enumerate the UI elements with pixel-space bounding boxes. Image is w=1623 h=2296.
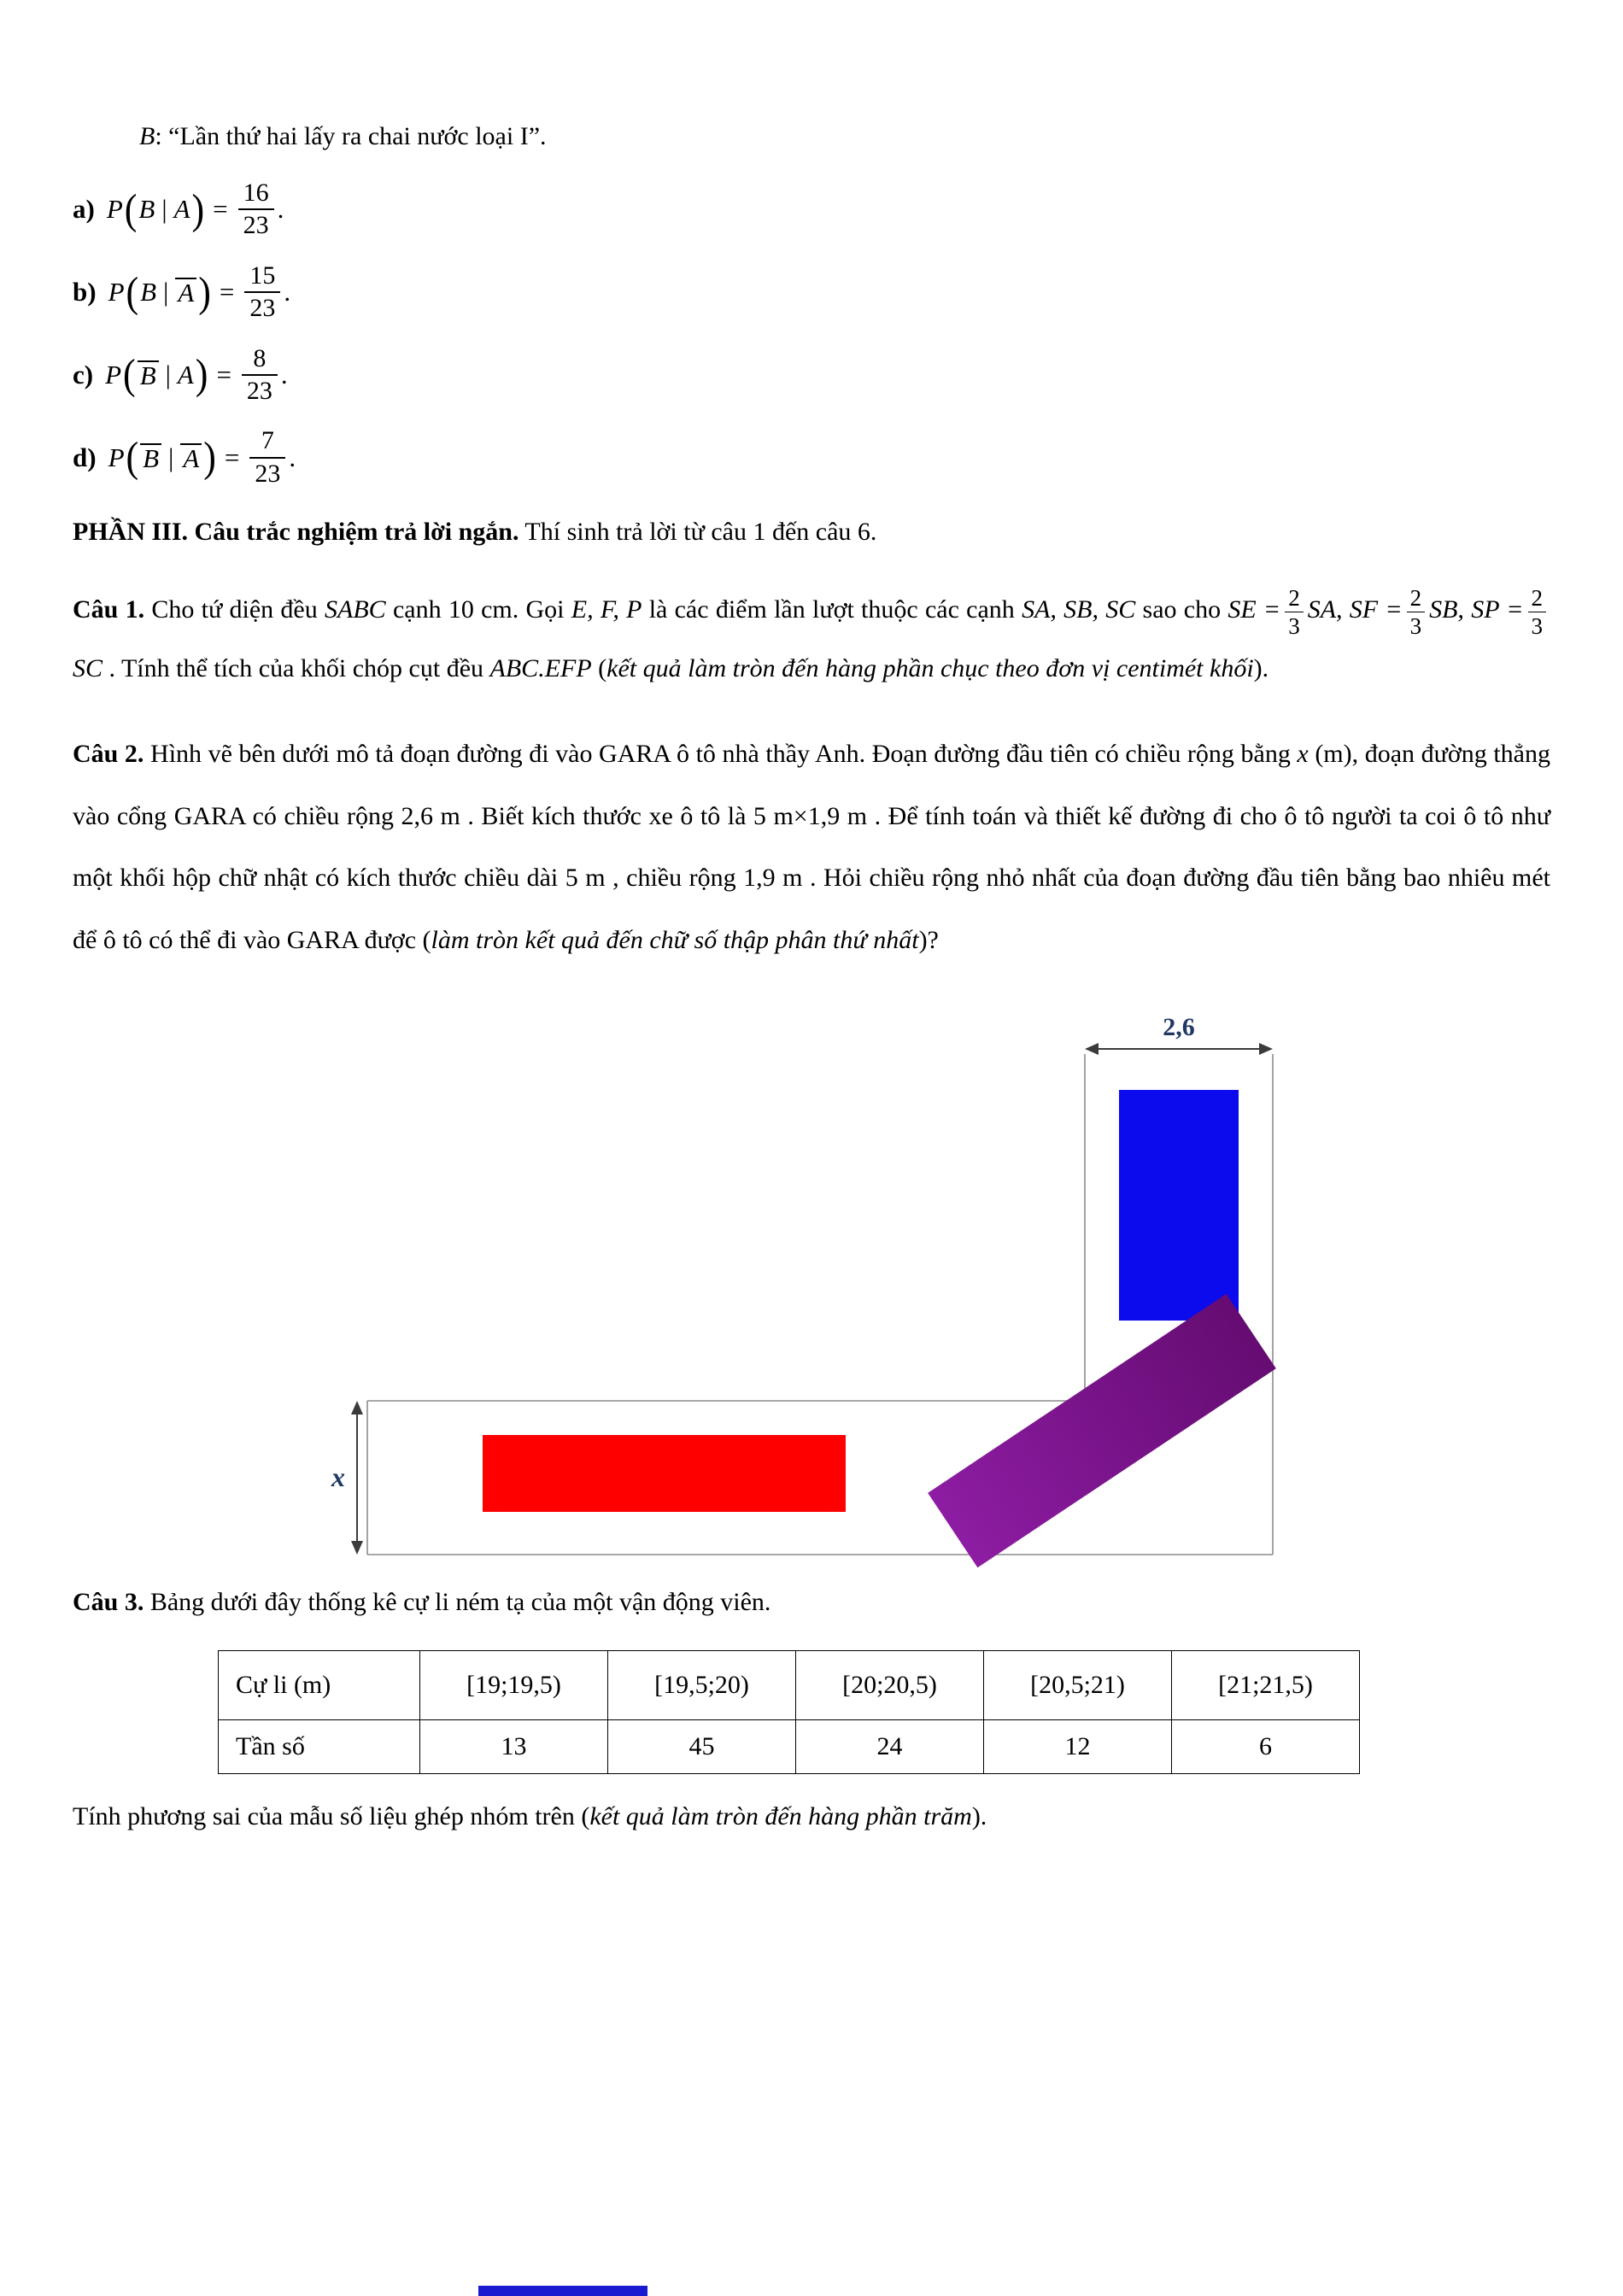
denominator: 23 — [238, 208, 274, 239]
probability-symbol: P — [108, 442, 125, 472]
q2-text: (m), đoạn đường thẳng vào cổng GARA có chiều rộng 2,6 m . Biết kích thước xe ô tô là 5 m×1,9 m . Để tính toán và thiết kế đường đi cho ô tô người ta coi ô tô như một khối hộp chữ nhật có kích thước chiều dài 5 m , chiều rộng 1,9 m . Hỏi chiều rộng nhỏ nhất của đoạn đường đầu tiên bằng bao nhiêu mét để ô tô có thể đi vào GARA được ( — [73, 740, 1550, 954]
close-paren: ) — [191, 185, 205, 233]
equals-sign: = — [216, 359, 231, 390]
car-blue-rect — [1119, 1090, 1239, 1321]
event-second: A — [175, 278, 196, 307]
header-cell-interval-1: [19;19,5) — [420, 1650, 608, 1719]
car-purple-rotated-rect — [928, 1293, 1276, 1567]
q1-text: sao cho — [1135, 595, 1228, 624]
option-d-label: d) — [73, 442, 97, 472]
event-first: B — [140, 443, 161, 472]
freq-cell-5: 6 — [1172, 1719, 1360, 1773]
freq-cell-3: 24 — [796, 1719, 984, 1773]
equals-sign: = — [213, 194, 228, 225]
q1-math-sasbsc: SA, SB, SC — [1022, 595, 1136, 624]
part3-heading — [73, 510, 1550, 554]
header-cell-distance: Cự li (m) — [219, 1650, 420, 1719]
numerator: 2 — [1288, 584, 1300, 611]
arrowhead-right-icon — [1259, 1043, 1273, 1055]
period: . — [284, 277, 291, 308]
question-3-label: Câu 3. — [73, 1587, 144, 1616]
question-1 — [73, 580, 1550, 698]
option-c-label: c) — [73, 359, 94, 390]
header-cell-interval-4: [20,5;21) — [984, 1650, 1172, 1719]
freq-cell-4: 12 — [984, 1719, 1172, 1773]
event-second: A — [177, 359, 194, 390]
q1-math-sabc: SABC — [325, 595, 386, 624]
event-first: B — [140, 277, 157, 308]
arrowhead-up-icon — [351, 1401, 363, 1414]
q1-math-sp: SB, SP = — [1429, 595, 1524, 624]
fraction — [238, 179, 274, 240]
q1-text: là các điểm lần lượt thuộc các cạnh — [642, 595, 1022, 624]
garage-diagram — [316, 1015, 1290, 1570]
q1-math-abcefp: ABC.EFP — [489, 654, 592, 683]
question-2-label: Câu 2. — [73, 740, 144, 769]
q2-text: )? — [918, 925, 939, 954]
probability-symbol: P — [106, 194, 123, 225]
q2-text: Hình vẽ bên dưới mô tả đoạn đường đi vào GARA ô tô nhà thầy Anh. Đoạn đường đầu tiên có chiều rộng bằng — [144, 740, 1298, 769]
q1-text: cạnh 10 cm. Gọi — [385, 595, 571, 624]
denominator: 23 — [242, 374, 278, 405]
table-frequency-row — [219, 1719, 1360, 1773]
denominator: 3 — [1528, 612, 1547, 639]
event-first: B — [138, 194, 155, 225]
close-paren: ) — [198, 268, 211, 316]
period: . — [280, 359, 288, 390]
event-b-symbol: B — [139, 122, 155, 150]
fraction-two-thirds — [1285, 585, 1304, 639]
q1-text: ( — [591, 654, 607, 683]
question-3-footer — [73, 1796, 1550, 1837]
q1-text: ). — [1253, 654, 1269, 683]
numerator: 15 — [249, 261, 276, 290]
open-paren: ( — [126, 434, 139, 482]
header-cell-interval-3: [20;20,5) — [796, 1650, 984, 1719]
numerator: 2 — [1531, 584, 1543, 611]
height-label: x — [331, 1461, 345, 1492]
option-a — [73, 179, 1550, 240]
open-paren: ( — [124, 185, 138, 233]
q2-note-italic: làm tròn kết quả đến chữ số thập phân thứ nhất — [431, 925, 919, 954]
event-second: A — [173, 194, 190, 225]
q3-footer-italic: kết quả làm tròn đến hàng phần trăm — [589, 1801, 972, 1830]
fraction-two-thirds — [1407, 585, 1426, 639]
conditional-bar: | — [161, 194, 167, 225]
open-paren: ( — [123, 351, 136, 399]
height-dimension — [331, 1401, 363, 1555]
table-header-row — [219, 1650, 1360, 1719]
freq-row-label: Tần số — [219, 1719, 420, 1773]
q1-note-italic: kết quả làm tròn đến hàng phần chục theo đơn vị centimét khối — [606, 654, 1254, 683]
option-b — [73, 262, 1550, 323]
question-2 — [73, 723, 1550, 971]
q2-math-x: x — [1297, 740, 1309, 769]
question-3 — [73, 1580, 1550, 1625]
header-cell-interval-5: [21;21,5) — [1172, 1650, 1360, 1719]
probability-symbol: P — [105, 359, 122, 390]
fraction — [244, 262, 280, 323]
event-second: A — [180, 443, 202, 472]
q3-footer-text: Tính phương sai của mẫu số liệu ghép nhóm trên ( — [73, 1801, 590, 1830]
conditional-bar: | — [168, 442, 174, 472]
arrowhead-down-icon — [351, 1541, 363, 1555]
option-a-label: a) — [73, 194, 95, 225]
frequency-table — [218, 1650, 1360, 1774]
q1-math-se: SE = — [1228, 595, 1281, 624]
equals-sign: = — [219, 277, 235, 308]
fraction — [249, 427, 285, 488]
close-paren: ) — [203, 434, 216, 482]
fraction-two-thirds — [1528, 585, 1547, 639]
event-first: B — [138, 360, 159, 390]
option-b-label: b) — [73, 277, 97, 308]
probability-symbol: P — [108, 277, 125, 308]
numerator: 8 — [253, 343, 267, 372]
numerator: 2 — [1409, 584, 1422, 611]
garage-figure — [316, 1015, 1290, 1570]
denominator: 23 — [249, 457, 285, 488]
statement-b-text: : “Lần thứ hai lấy ra chai nước loại I”. — [155, 122, 547, 150]
q1-math-sc: SC — [73, 654, 103, 683]
q1-math-efp: E, F, P — [571, 595, 642, 624]
freq-cell-2: 45 — [608, 1719, 796, 1773]
conditional-bar: | — [163, 277, 169, 308]
q3-text: Bảng dưới đây thống kê cự li ném tạ của một vận động viên. — [144, 1587, 771, 1616]
part3-title: PHẦN III. Câu trắc nghiệm trả lời ngắn. — [73, 518, 519, 547]
statement-b — [139, 116, 1550, 157]
numerator: 16 — [243, 179, 269, 207]
close-paren: ) — [195, 351, 208, 399]
period: . — [289, 442, 296, 472]
q3-footer-text: ). — [971, 1801, 987, 1830]
denominator: 3 — [1285, 612, 1304, 639]
period: . — [277, 194, 284, 225]
denominator: 23 — [244, 291, 280, 322]
width-dimension — [1085, 1015, 1273, 1055]
open-paren: ( — [126, 268, 139, 316]
equals-sign: = — [224, 442, 240, 472]
question-1-label: Câu 1. — [73, 595, 145, 624]
q1-text: Cho tứ diện đều — [144, 595, 325, 624]
page-bottom-artifact — [478, 2286, 647, 2296]
header-cell-interval-2: [19,5;20) — [608, 1650, 796, 1719]
fraction — [242, 345, 278, 406]
q1-text: . Tính thể tích của khối chóp cụt đều — [103, 654, 490, 683]
q1-math-sf: SA, SF = — [1307, 595, 1403, 624]
arrowhead-left-icon — [1085, 1043, 1099, 1055]
part3-subtitle: Thí sinh trả lời từ câu 1 đến câu 6. — [519, 518, 877, 547]
numerator: 7 — [261, 426, 274, 455]
denominator: 3 — [1407, 612, 1426, 639]
freq-cell-1: 13 — [420, 1719, 608, 1773]
conditional-bar: | — [165, 359, 171, 390]
option-c — [73, 345, 1550, 406]
car-red-rect — [483, 1435, 846, 1512]
width-label: 2,6 — [1163, 1014, 1195, 1041]
option-d — [73, 427, 1550, 488]
